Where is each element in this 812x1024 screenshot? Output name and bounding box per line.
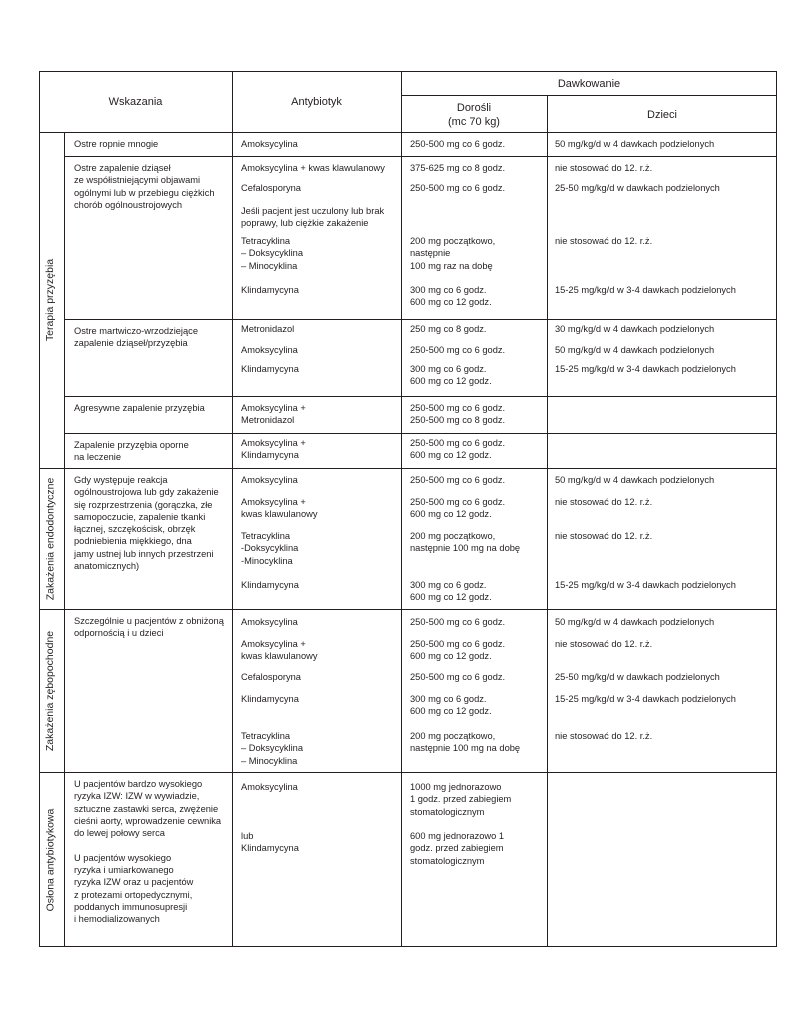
antibiotic-cell: Amoksycylina + kwas klawulanowy bbox=[241, 639, 318, 662]
child-dose-cell: 50 mg/kg/d w 4 dawkach podzielonych bbox=[555, 139, 715, 149]
column-divider-antibiotic bbox=[232, 71, 233, 947]
section-title bbox=[43, 132, 57, 468]
section-divider bbox=[39, 609, 777, 610]
table-left-border bbox=[39, 71, 40, 947]
adult-dose-cell: 250-500 mg co 6 godz. bbox=[410, 139, 506, 149]
antibiotic-cell: Klindamycyna bbox=[241, 580, 299, 590]
adult-dose-cell: 300 mg co 6 godz. 600 mg co 12 godz. bbox=[410, 694, 492, 717]
adult-dose-cell: 375-625 mg co 8 godz. bbox=[410, 163, 506, 173]
adult-dose-cell: 250-500 mg co 6 godz. bbox=[410, 183, 506, 193]
child-dose-cell: 50 mg/kg/d w 4 dawkach podzielonych bbox=[555, 475, 715, 485]
child-dose-cell: 25-50 mg/kg/d w dawkach podzielonych bbox=[555, 183, 720, 193]
adult-dose-cell: 250-500 mg co 6 godz. 600 mg co 12 godz. bbox=[410, 438, 506, 461]
adult-dose-cell: 250 mg co 8 godz. bbox=[410, 324, 487, 334]
adult-dose-cell: 250-500 mg co 6 godz. 600 mg co 12 godz. bbox=[410, 639, 506, 662]
antibiotic-cell: Jeśli pacjent jest uczulony lub brak poprawy, lub ciężkie zakażenie bbox=[241, 206, 385, 229]
indication-text: Agresywne zapalenie przyzębia bbox=[74, 403, 205, 413]
section-title bbox=[43, 468, 57, 609]
header-dosage: Dawkowanie bbox=[557, 78, 621, 90]
antibiotic-cell: Amoksycylina bbox=[241, 345, 298, 355]
adult-dose-cell: 300 mg co 6 godz. 600 mg co 12 godz. bbox=[410, 364, 492, 387]
indication-text: Szczególnie u pacjentów z obniżoną odpornością i u dzieci bbox=[74, 616, 224, 639]
adult-dose-cell: 250-500 mg co 6 godz. bbox=[410, 617, 506, 627]
child-dose-cell: nie stosować do 12. r.ż. bbox=[555, 163, 653, 173]
antibiotic-cell: Klindamycyna bbox=[241, 364, 299, 374]
child-dose-cell: 50 mg/kg/d w 4 dawkach podzielonych bbox=[555, 345, 715, 355]
column-divider-section bbox=[64, 132, 65, 947]
indication-text: Zapalenie przyzębia oporne na leczenie bbox=[74, 440, 189, 463]
header-children: Dzieci bbox=[647, 109, 677, 121]
antibiotic-cell: Amoksycylina lub Klindamycyna bbox=[241, 782, 299, 854]
antibiotic-cell: Tetracyklina -Doksycyklina -Minocyklina bbox=[241, 531, 299, 566]
child-dose-cell: 15-25 mg/kg/d w 3-4 dawkach podzielonych bbox=[555, 580, 736, 590]
antibiotic-cell: Amoksycylina + Klindamycyna bbox=[241, 438, 306, 461]
column-divider-dosage bbox=[401, 71, 402, 947]
adult-dose-cell: 1000 mg jednorazowo 1 godz. przed zabiegiem stomatologicznym 600 mg jednorazowo 1 godz. przed zabiegiem stomatologicznym bbox=[410, 782, 512, 866]
section-title-text: Osłona antybiotykowa bbox=[44, 808, 57, 911]
indication-divider bbox=[64, 433, 777, 434]
child-dose-cell: 50 mg/kg/d w 4 dawkach podzielonych bbox=[555, 617, 715, 627]
section-divider bbox=[39, 468, 777, 469]
adult-dose-cell: 200 mg początkowo, następnie 100 mg raz na dobę bbox=[410, 236, 496, 271]
antibiotic-cell: Tetracyklina – Doksycyklina – Minocyklina bbox=[241, 731, 304, 766]
antibiotic-cell: Amoksycylina + Metronidazol bbox=[241, 403, 306, 426]
child-dose-cell: nie stosować do 12. r.ż. bbox=[555, 236, 653, 246]
child-dose-cell: nie stosować do 12. r.ż. bbox=[555, 497, 653, 507]
antibiotic-cell: Tetracyklina – Doksycyklina – Minocyklina bbox=[241, 236, 304, 271]
section-title bbox=[43, 772, 57, 947]
child-dose-cell: 30 mg/kg/d w 4 dawkach podzielonych bbox=[555, 324, 715, 334]
indication-divider bbox=[64, 319, 777, 320]
antibiotic-cell: Amoksycylina + kwas klawulanowy bbox=[241, 163, 385, 173]
section-title bbox=[43, 609, 57, 772]
adult-dose-cell: 300 mg co 6 godz. 600 mg co 12 godz. bbox=[410, 285, 492, 308]
adult-dose-cell: 250-500 mg co 6 godz. bbox=[410, 475, 506, 485]
antibiotic-cell: Klindamycyna bbox=[241, 694, 299, 704]
antibiotic-cell: Metronidazol bbox=[241, 324, 295, 334]
table-right-border bbox=[776, 71, 777, 947]
adult-dose-cell: 200 mg początkowo, następnie 100 mg na dobę bbox=[410, 531, 521, 554]
indication-text: Ostre martwiczo-wrzodziejące zapalenie dziąseł/przyzębia bbox=[74, 326, 198, 349]
header-antibiotic: Antybiotyk bbox=[291, 96, 342, 108]
adult-dose-cell: 200 mg początkowo, następnie 100 mg na dobę bbox=[410, 731, 521, 754]
table-bottom-border bbox=[39, 946, 777, 947]
indication-text: Ostre zapalenie dziąseł ze współistniejącymi objawami ogólnymi lub w przebiegu ciężkich chorób ogólnoustrojowych bbox=[74, 163, 215, 210]
child-dose-cell: nie stosować do 12. r.ż. bbox=[555, 731, 653, 741]
dosage-subheader-line bbox=[401, 95, 777, 96]
indication-text: Ostre ropnie mnogie bbox=[74, 139, 159, 149]
table-top-border bbox=[39, 71, 777, 72]
child-dose-cell: 25-50 mg/kg/d w dawkach podzielonych bbox=[555, 672, 720, 682]
header-adults: Dorośli (mc 70 kg) bbox=[448, 102, 500, 128]
indication-divider bbox=[64, 156, 777, 157]
section-title-text: Terapia przyzębia bbox=[44, 258, 57, 342]
column-divider-children bbox=[547, 95, 548, 947]
adult-dose-cell: 250-500 mg co 6 godz. bbox=[410, 345, 506, 355]
indication-text: U pacjentów bardzo wysokiego ryzyka IZW: IZW w wywiadzie, sztuczne zastawki serca, zwężenie cieśni aorty, wprowadzenie cewnika do lewej połowy serca U pacjentów wysokiego ryzyka i umiarkowanego ryzyka IZW oraz u pacjentów z protezami ortopedycznymi, poddanych immunosupresji i hemodializowanych bbox=[74, 779, 222, 925]
child-dose-cell: nie stosować do 12. r.ż. bbox=[555, 531, 653, 541]
antibiotic-cell: Cefalosporyna bbox=[241, 183, 301, 193]
section-title-text: Zakażenia zębopochodne bbox=[44, 630, 57, 751]
child-dose-cell: 15-25 mg/kg/d w 3-4 dawkach podzielonych bbox=[555, 364, 736, 374]
adult-dose-cell: 250-500 mg co 6 godz. 250-500 mg co 8 godz. bbox=[410, 403, 506, 426]
indication-text: Gdy występuje reakcja ogólnoustrojowa lub gdy zakażenie się rozprzestrzenia (gorączka, złe samopoczucie, zapalenie tkanki łącznej, szczękościsk, obrzęk podniebienia miękkiego, dna jamy ustnej lub innych przestrzeni anatomicznych) bbox=[74, 475, 219, 572]
adult-dose-cell: 250-500 mg co 6 godz. 600 mg co 12 godz. bbox=[410, 497, 506, 520]
child-dose-cell: nie stosować do 12. r.ż. bbox=[555, 639, 653, 649]
adult-dose-cell: 250-500 mg co 6 godz. bbox=[410, 672, 506, 682]
dosage-table bbox=[39, 71, 777, 947]
antibiotic-cell: Amoksycylina bbox=[241, 139, 298, 149]
antibiotic-cell: Amoksycylina bbox=[241, 475, 298, 485]
child-dose-cell: 15-25 mg/kg/d w 3-4 dawkach podzielonych bbox=[555, 285, 736, 295]
adult-dose-cell: 300 mg co 6 godz. 600 mg co 12 godz. bbox=[410, 580, 492, 603]
antibiotic-cell: Klindamycyna bbox=[241, 285, 299, 295]
indication-divider bbox=[64, 396, 777, 397]
antibiotic-cell: Amoksycylina bbox=[241, 617, 298, 627]
section-title-text: Zakażenia endodontyczne bbox=[44, 477, 56, 600]
header-indications: Wskazania bbox=[108, 96, 163, 108]
header-bottom-border bbox=[39, 132, 777, 133]
antibiotic-cell: Amoksycylina + kwas klawulanowy bbox=[241, 497, 318, 520]
section-divider bbox=[39, 772, 777, 773]
antibiotic-cell: Cefalosporyna bbox=[241, 672, 301, 682]
child-dose-cell: 15-25 mg/kg/d w 3-4 dawkach podzielonych bbox=[555, 694, 736, 704]
